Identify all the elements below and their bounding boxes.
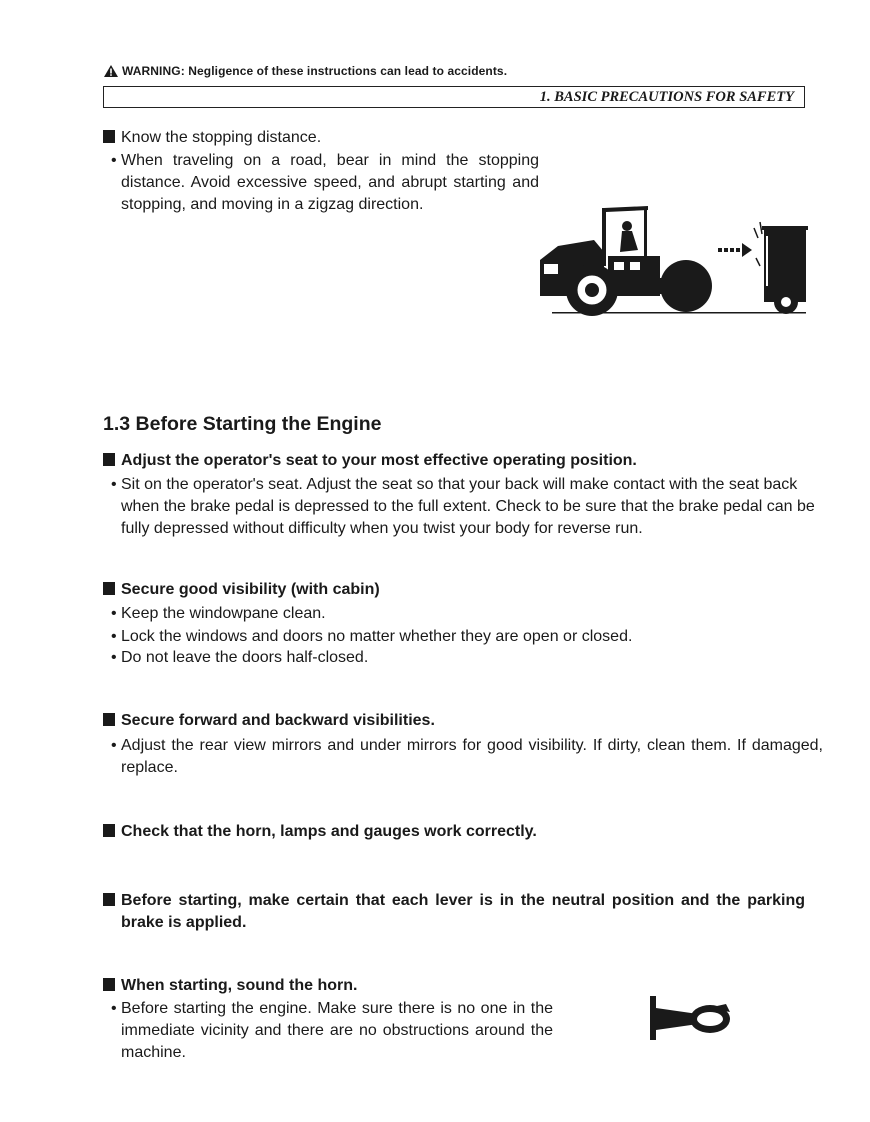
visibility-heading: Secure good visibility (with cabin) — [103, 581, 380, 599]
lever-heading: Before starting, make certain that each lever is in the neutral position and the parking brake is applied. — [103, 890, 805, 934]
square-bullet-icon — [103, 582, 115, 595]
square-bullet-icon — [103, 130, 115, 143]
section-header-box — [103, 86, 805, 108]
square-bullet-icon — [103, 713, 115, 726]
stopping-heading: Know the stopping distance. — [103, 129, 321, 147]
mirrors-heading: Secure forward and backward visibilities. — [103, 712, 435, 730]
square-bullet-icon — [103, 824, 115, 837]
sound-horn-heading: When starting, sound the horn. — [103, 977, 357, 995]
mirrors-bullet: • Adjust the rear view mirrors and under mirrors for good visibility. If dirty, clean them. If damaged, replace. — [103, 735, 823, 779]
square-bullet-icon — [103, 978, 115, 991]
seat-heading: Adjust the operator's seat to your most effective operating position. — [103, 452, 637, 470]
horn-check-heading: Check that the horn, lamps and gauges work correctly. — [103, 823, 537, 841]
stopping-bullet: • When traveling on a road, bear in mind the stopping distance. Avoid excessive speed, and abrupt starting and stopping, and moving in a zigzag direction. — [103, 150, 539, 216]
warning-line — [104, 64, 507, 78]
warning-triangle-icon — [104, 65, 118, 77]
visibility-bullet-3: • Do not leave the doors half-closed. — [103, 647, 821, 669]
section-title: 1. BASIC PRECAUTIONS FOR SAFETY — [539, 89, 794, 105]
chapter-title: 1.3 Before Starting the Engine — [103, 413, 382, 435]
visibility-bullet-1: • Keep the windowpane clean. — [103, 603, 821, 625]
square-bullet-icon — [103, 893, 115, 906]
square-bullet-icon — [103, 453, 115, 466]
warning-text: WARNING: Negligence of these instructions can lead to accidents. — [122, 64, 508, 78]
sound-horn-bullet: • Before starting the engine. Make sure there is no one in the immediate vicinity and there are no obstructions around the machine. — [103, 998, 553, 1064]
horn-icon — [648, 994, 734, 1042]
seat-bullet: • Sit on the operator's seat. Adjust the seat so that your back will make contact with the seat back when the brake pedal is depressed to the full extent. Check to be sure that the brake pedal can be fully depressed without difficulty when you twist your body for reverse run. — [103, 474, 823, 540]
roller-stopping-illustration — [534, 200, 810, 322]
visibility-bullet-2: • Lock the windows and doors no matter whether they are open or closed. — [103, 626, 821, 648]
